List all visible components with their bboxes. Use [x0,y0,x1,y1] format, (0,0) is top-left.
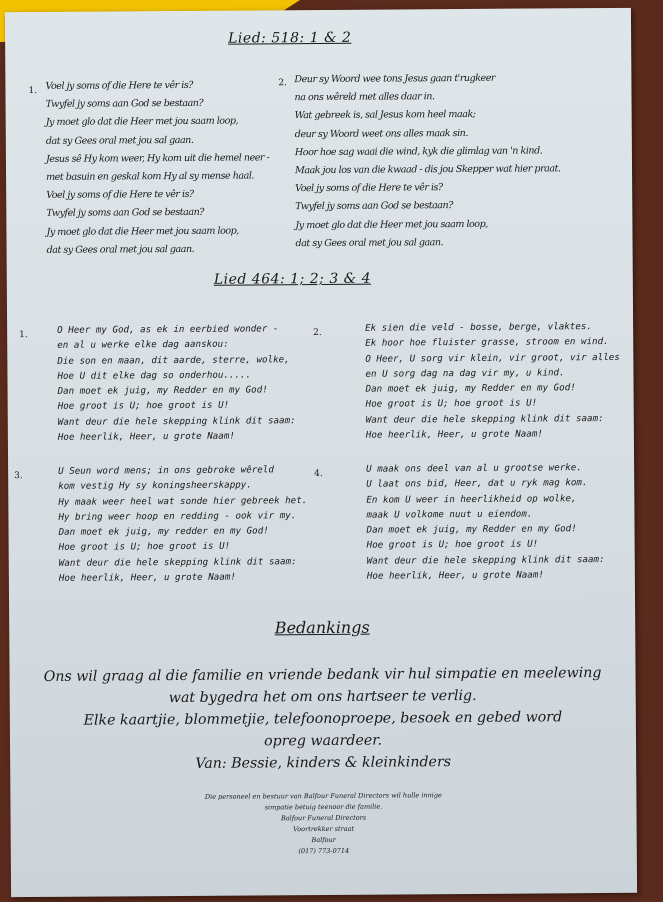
hymn-518-stanza-2-number: 2. [278,78,288,89]
verse-line: Twyfel jy soms aan God se bestaan? [45,98,204,111]
verse-line: Hoe groot is U; hoe groot is U! [57,400,230,413]
thanks-line: opreg waardeer. [264,732,382,750]
footer-line: Die personeel en bestuur van Balfour Funeral Directors wil hulle innige [204,791,442,801]
verse-line: Twyfel jy soms aan God se bestaan? [46,207,204,220]
verse-line: Hoe heerlik, Heer, u grote Naam! [57,430,235,443]
verse-line: Hy bring weer hoop en redding - ook vir my. [58,510,297,523]
hymn-464-stanza-1-number: 1. [19,330,28,341]
hymn-464-stanza-4-number: 4. [314,468,323,480]
verse-line: Hoe heerlik, Heer, u grote Naam! [365,428,543,441]
verse-line: Jy moet glo dat die Heer met jou saam loop, [45,115,239,129]
hymn-464-stanza-3 [58,462,308,586]
verse-line: Want deur die hele skepping klink dit saam: [57,414,296,428]
footer-line: Balfour Funeral Directors [280,813,367,823]
verse-line: Dan moet ek juig, my Redder en my God! [366,523,577,536]
hymn-464-stanza-1 [57,321,296,445]
verse-line: Want deur die hele skepping klink dit saam: [58,555,297,569]
verse-line: dat sy Gees oral met jou sal gaan. [45,134,194,147]
hymn-464-stanza-2 [365,319,620,443]
verse-line: Hy maak weer heel wat sonde hier gebreek het. [58,494,308,508]
verse-line: Jy moet glo dat die Heer met jou saam loop, [46,225,239,238]
verse-line: Hoe groot is U; hoe groot is U! [58,541,231,554]
verse-line: En kom U weer in heerlikheid op wolke, [366,492,577,506]
verse-line: kom vestig Hy sy koningsheerskappy. [58,479,252,493]
verse-line: Hoor hoe sag waai die wind, kyk die glimlag van 'n kind. [294,145,543,158]
thanks-line: Ons wil graag al die familie en vriende bedank vir hul simpatie en meelewing [43,665,602,685]
program-page [5,8,637,897]
verse-line: Die son en maan, dit aarde, sterre, wolke, [57,353,290,367]
hymn-464-title: Lied 464: 1; 2; 3 & 4 [213,270,372,288]
verse-line: Maak jou los van die kwaad - dis jou Skepper wat hier praat. [294,163,561,177]
footer-line: Voortrekker straat [293,824,355,834]
hymn-518-title: Lied: 518: 1 & 2 [228,29,352,47]
hymn-464-stanza-4 [366,460,605,584]
hymn-518-stanza-1 [45,76,270,260]
verse-line: Jesus sê Hy kom weer, Hy kom uit die hemel neer - [45,152,270,165]
verse-line: Voel jy soms of die Here te vêr is? [295,182,443,195]
verse-line: Dan moet ek juig, my Redder en my God! [365,382,576,395]
verse-line: U maak ons deel van al u grootse werke. [366,462,582,475]
verse-line: dat sy Gees oral met jou sal gaan. [46,243,195,256]
verse-line: en U sorg dag na dag vir my, u kind. [365,367,565,380]
verse-line: Deur sy Woord wee tons Jesus gaan t'rugkeer [294,72,496,86]
thanks-heading: Bedankings [274,617,370,638]
verse-line: maak U volkome nuut u eiendom. [366,508,533,521]
verse-line: Want deur die hele skepping klink dit saam: [365,412,604,426]
hymn-464-stanza-2-number: 2. [313,327,322,339]
hymn-518-stanza-1-number: 1. [28,85,38,97]
thanks-line: Van: Bessie, kinders & kleinkinders [195,754,452,772]
verse-line: Hoe U dit elke dag so onderhou..... [57,369,252,382]
verse-line: Ek sien die veld - bosse, berge, vlaktes. [365,321,592,334]
footer-line: simpatie betuig teenoor die familie. [264,802,383,812]
hymn-518-stanza-2 [294,69,561,253]
footer-line: Balfour [311,835,336,845]
verse-line: Twyfel jy soms aan God se bestaan? [295,200,453,213]
verse-line: Ek hoor hoe fluister grasse, stroom en wind. [365,336,609,349]
verse-line: Dan moet ek juig, my Redder en my God! [57,384,268,398]
verse-line: O Heer, U sorg vir klein, vir groot, vir alles [365,351,620,365]
verse-line: Dan moet ek juig, my redder en my God! [58,525,269,539]
verse-line: Hoe heerlik, Heer, u grote Naam! [366,569,544,582]
verse-line: met basuin en geskal kom Hy al sy mense haal. [46,170,254,183]
funeral-directors-footer [10,789,636,859]
verse-line: U Seun word mens; in ons gebroke wêreld [58,464,274,477]
verse-line: Hoe heerlik, Heer, u grote Naam! [58,571,236,584]
thanks-message [9,662,636,776]
verse-line: Voel jy soms of die Here te vêr is? [45,79,193,92]
verse-line: na ons wêreld met alles daar in. [294,91,435,104]
verse-line: Wat gebreek is, sal Jesus kom heel maak; [294,109,476,122]
thanks-line: wat bygedra het om ons hartseer te verlig. [168,687,477,707]
verse-line: U laat ons bid, Heer, dat u ryk mag kom. [366,477,588,490]
verse-line: Hoe groot is U; hoe groot is U! [365,397,538,411]
hymn-464-stanza-3-number: 3. [14,471,23,482]
verse-line: dat sy Gees oral met jou sal gaan. [295,236,444,250]
verse-line: Hoe groot is U; hoe groot is U! [366,538,539,552]
verse-line: deur sy Woord weet ons alles maak sin. [294,127,468,140]
thanks-line: Elke kaartjie, blommetjie, telefoonoproepe, besoek en gebed word [83,709,563,729]
footer-line: (017) 773-0714 [298,846,350,856]
verse-line: Voel jy soms of die Here te vêr is? [46,189,194,202]
verse-line: Want deur die hele skepping klink dit saam: [366,553,605,567]
verse-line: O Heer my God, as ek in eerbied wonder - [57,323,279,336]
verse-line: Jy moet glo dat die Heer met jou saam loop, [295,218,488,231]
verse-line: en al u werke elke dag aanskou: [57,338,229,352]
